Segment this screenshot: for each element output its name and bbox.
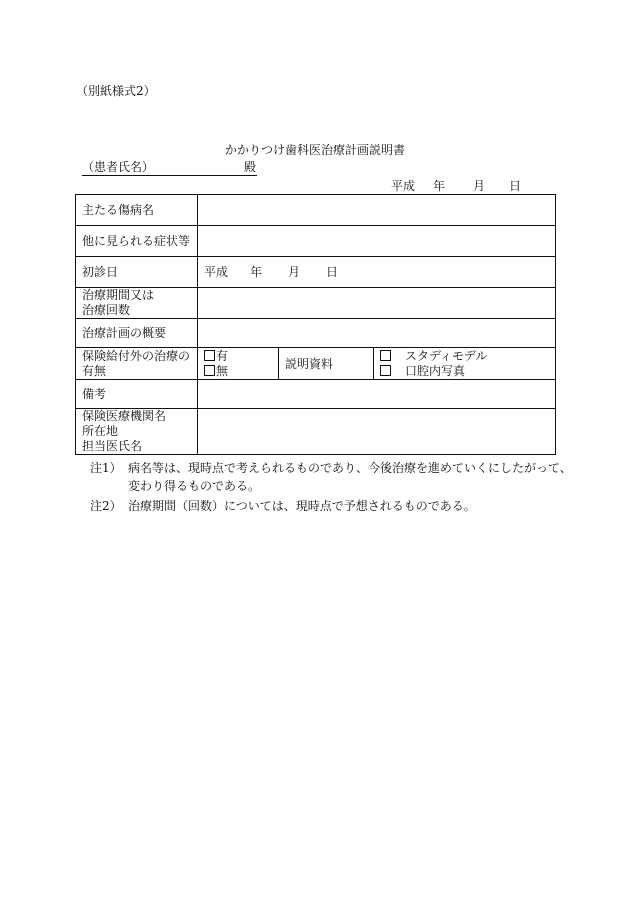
option-yes-label: 有 <box>216 348 229 363</box>
date-month: 月 <box>473 179 486 193</box>
checkbox-icon[interactable] <box>380 350 391 361</box>
first-visit-year: 年 <box>250 264 263 279</box>
table-row <box>76 319 556 348</box>
patient-name-line[interactable] <box>82 160 257 176</box>
insurance-field <box>198 348 556 380</box>
institution-label-line: 保険医療機関名 <box>82 409 167 423</box>
note-2 <box>90 497 476 515</box>
treatment-plan-table <box>75 194 556 455</box>
checkbox-icon[interactable] <box>204 350 215 361</box>
table-row <box>76 226 556 257</box>
institution-label <box>76 409 198 455</box>
material-oral-photo-label: 口腔内写真 <box>405 363 466 378</box>
insurance-options <box>198 348 279 379</box>
document-title: かかりつけ歯科医治療計画説明書 <box>224 143 405 157</box>
insurance-label-line: 保険給付外の治療の <box>82 348 191 363</box>
note-number: 注2） <box>90 499 122 513</box>
plan-overview-label: 治療計画の概要 <box>76 319 198 348</box>
first-visit-field[interactable] <box>198 257 556 288</box>
note-number: 注1） <box>90 461 122 475</box>
material-oral-photo[interactable] <box>380 364 549 379</box>
table-row <box>76 380 556 409</box>
first-visit-month: 月 <box>288 264 301 279</box>
main-injury-label: 主たる傷病名 <box>76 195 198 226</box>
remarks-field[interactable] <box>198 380 556 409</box>
treatment-period-field[interactable] <box>198 288 556 319</box>
institution-field[interactable] <box>198 409 556 455</box>
option-no-label: 無 <box>216 363 229 378</box>
plan-overview-field[interactable] <box>198 319 556 348</box>
treatment-period-label-line: 治療回数 <box>82 303 131 317</box>
note-1-continued: 変わり得るものである。 <box>128 479 261 493</box>
table-row <box>76 195 556 226</box>
institution-label-line: 担当医氏名 <box>82 439 143 453</box>
date-year: 年 <box>433 179 446 193</box>
note-text: 病名等は、現時点で考えられるものであり、今後治療を進めていくにしたがって、 <box>128 461 572 475</box>
other-symptoms-label: 他に見られる症状等 <box>76 226 198 257</box>
date-era: 平成 <box>391 179 416 193</box>
main-injury-field[interactable] <box>198 195 556 226</box>
table-row <box>76 288 556 319</box>
treatment-period-label <box>76 288 198 319</box>
material-study-model-label: スタディモデル <box>405 348 488 363</box>
table-row <box>76 409 556 455</box>
remarks-label: 備考 <box>76 380 198 409</box>
treatment-period-label-line: 治療期間又は <box>82 288 155 302</box>
other-symptoms-field[interactable] <box>198 226 556 257</box>
document-date <box>391 179 521 193</box>
patient-name-label: （患者氏名） <box>82 160 155 174</box>
date-day: 日 <box>509 179 522 193</box>
first-visit-day: 日 <box>326 264 339 279</box>
insurance-label <box>76 348 198 380</box>
table-row <box>76 348 556 380</box>
institution-label-line: 所在地 <box>82 424 119 438</box>
materials-label: 説明資料 <box>279 348 374 379</box>
table-row <box>76 257 556 288</box>
option-no[interactable] <box>204 364 272 379</box>
first-visit-era: 平成 <box>204 264 229 279</box>
checkbox-icon[interactable] <box>380 365 391 376</box>
material-study-model[interactable] <box>380 349 549 364</box>
first-visit-label: 初診日 <box>76 257 198 288</box>
checkbox-icon[interactable] <box>204 365 215 376</box>
note-text: 治療期間（回数）については、現時点で予想されるものである。 <box>128 499 476 513</box>
form-label: （別紙様式2） <box>76 84 156 98</box>
note-1 <box>90 459 572 477</box>
patient-honorific: 殿 <box>244 160 257 174</box>
option-yes[interactable] <box>204 349 272 364</box>
insurance-label-line: 有無 <box>82 363 107 378</box>
materials-options <box>374 348 556 379</box>
